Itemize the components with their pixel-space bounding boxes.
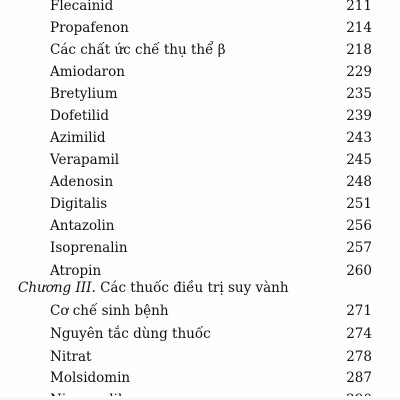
toc-entry: [0, 83, 400, 105]
toc-entry-title: Bretylium: [50, 86, 118, 102]
toc-entry-title: Digitalis: [50, 196, 108, 212]
toc-entry-page: 274: [346, 326, 372, 342]
toc-entry-title: Azimilid: [50, 130, 106, 146]
toc-entry: [0, 215, 400, 237]
toc-entry-page: 248: [346, 174, 372, 190]
toc-entry: [0, 127, 400, 149]
toc-entry-page: 271: [346, 303, 372, 319]
toc-entry: [0, 0, 400, 17]
chapter-heading: [0, 277, 400, 299]
toc-entry-title: Nguyên tắc dùng thuốc: [50, 326, 211, 342]
toc-entry-title: Flecainid: [50, 0, 114, 14]
toc-entry-title: Molsidomin: [50, 370, 131, 386]
toc-entry-page: 235: [346, 86, 372, 102]
toc-entry-title: Verapamil: [50, 152, 120, 168]
toc-entry-page: 218: [346, 42, 372, 58]
chapter-title: Các thuốc điều trị suy vành: [100, 280, 289, 296]
toc-entry-title: Atropin: [50, 263, 102, 279]
toc-entry-page: 243: [346, 130, 372, 146]
toc-entry-page: 256: [346, 218, 372, 234]
toc-entry-title: Isoprenalin: [50, 240, 128, 256]
chapter-heading-text: [18, 277, 289, 299]
toc-entry: [0, 367, 400, 389]
toc-entry-page: 239: [346, 108, 372, 124]
page-edge-shadow: [0, 396, 400, 400]
toc-entry-page: 278: [346, 349, 372, 365]
toc-entry: [0, 237, 400, 259]
toc-entry-page: 214: [346, 20, 372, 36]
toc-entry-page: 211: [346, 0, 372, 14]
toc-entry-page: 257: [346, 240, 372, 256]
toc-entry: [0, 300, 400, 322]
toc-entry: [0, 61, 400, 83]
toc-entry-title: Nitrat: [50, 349, 92, 365]
toc-entry-title: Propafenon: [50, 20, 129, 36]
toc-entry-title: Cơ chế sinh bệnh: [50, 303, 169, 319]
toc-entry-title: Amiodaron: [50, 64, 125, 80]
toc-entry: [0, 346, 400, 368]
toc-entry-page: 287: [346, 370, 372, 386]
toc-entry: [0, 17, 400, 39]
toc-entry-page: 229: [346, 64, 372, 80]
toc-entry-page: 260: [346, 263, 372, 279]
toc-entry-title: Các chất ức chế thụ thể β: [50, 42, 226, 58]
toc-entry: [0, 39, 400, 61]
toc-entry-title: Dofetilid: [50, 108, 109, 124]
toc-entry-title: Adenosin: [50, 174, 114, 190]
toc-entry: [0, 323, 400, 345]
toc-entry-page: 251: [346, 196, 372, 212]
toc-entry-title: Antazolin: [50, 218, 115, 234]
toc-entry: [0, 193, 400, 215]
toc-entry: [0, 171, 400, 193]
chapter-prefix: Chương III.: [18, 280, 96, 296]
toc-entry: [0, 105, 400, 127]
toc-entry: [0, 149, 400, 171]
toc-entry-page: 245: [346, 152, 372, 168]
